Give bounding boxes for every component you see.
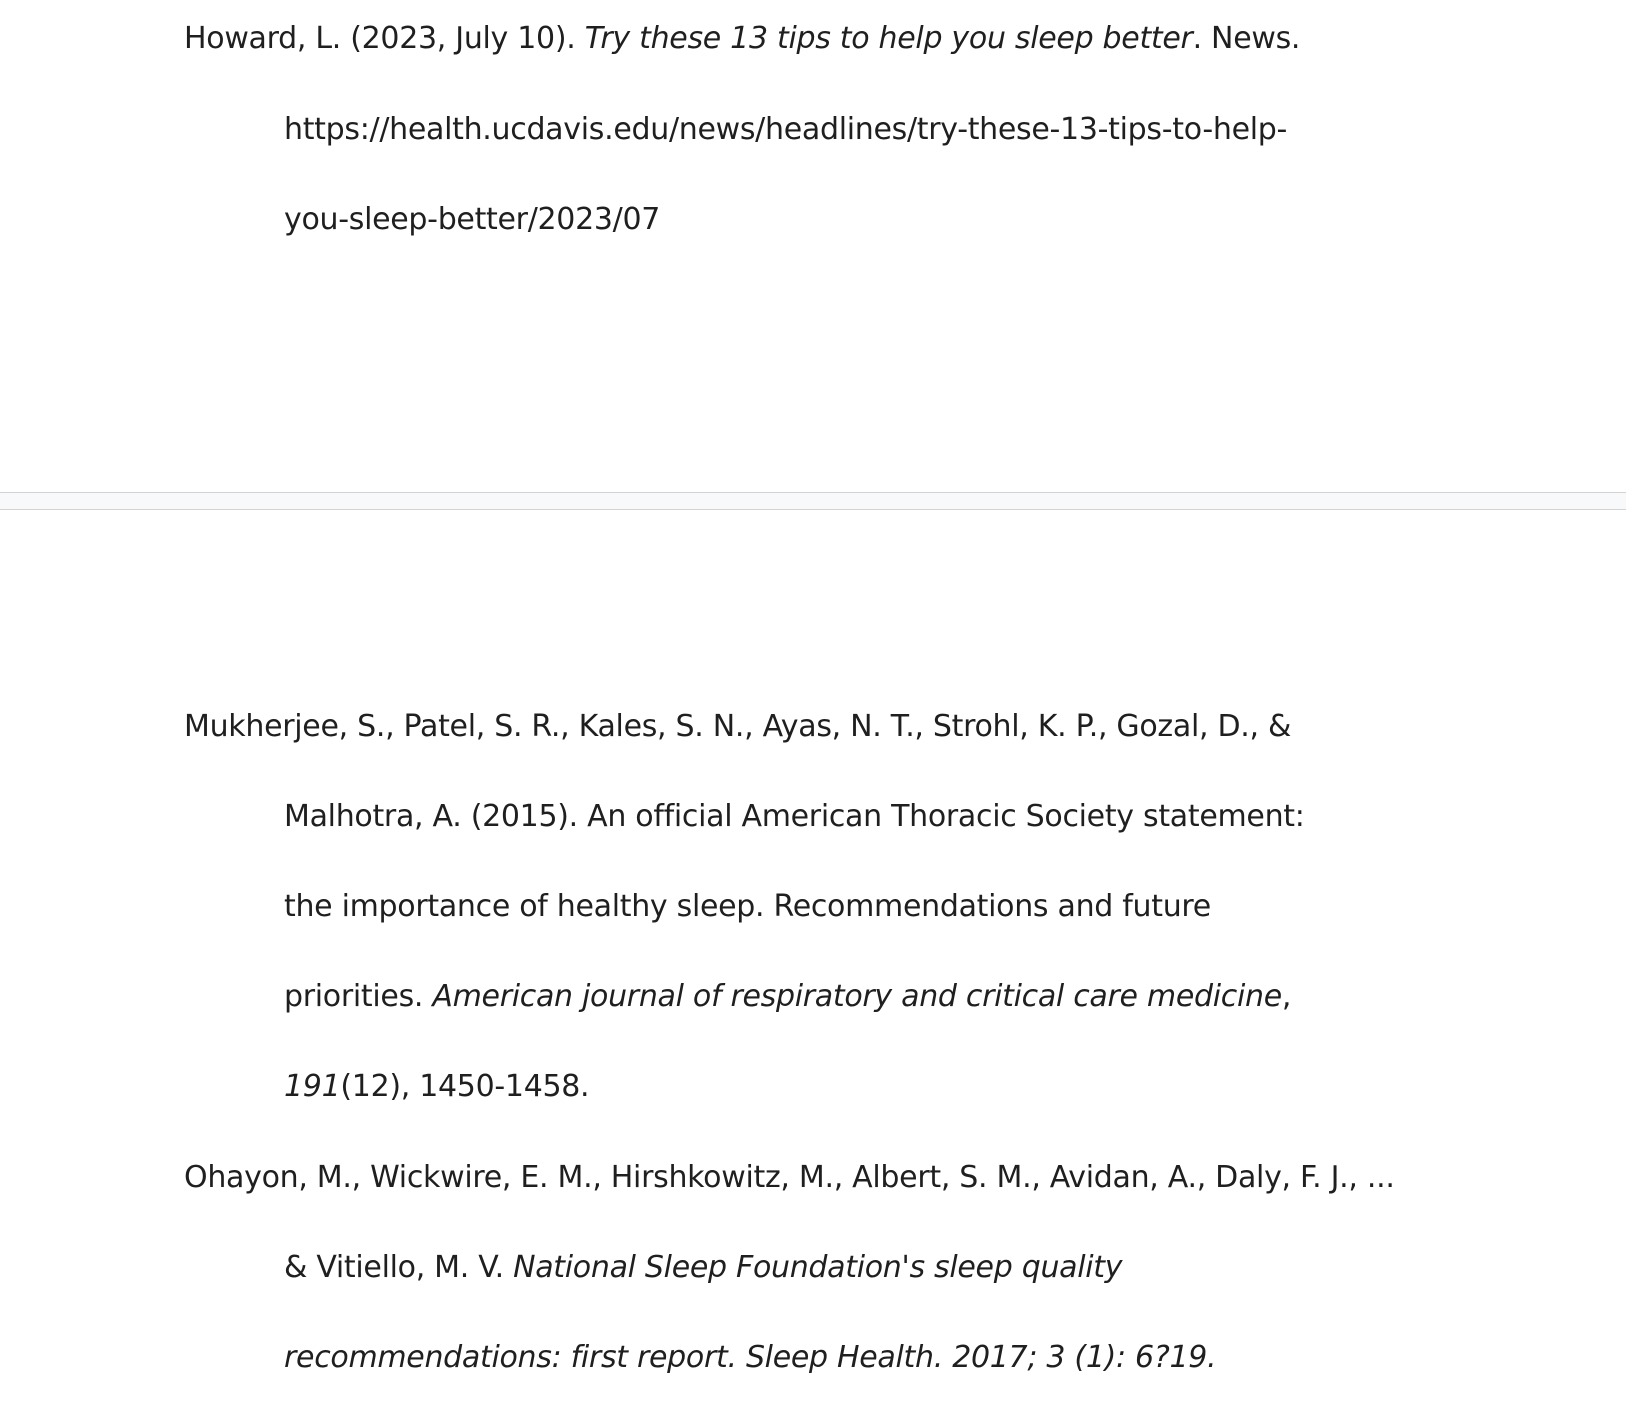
reference-line xyxy=(284,1248,1122,1288)
reference-line xyxy=(284,797,1305,837)
reference-url[interactable]: https://health.ucdavis.edu/news/headlines/try-these-13-tips-to-help- xyxy=(284,112,1288,147)
reference-line xyxy=(284,110,1287,150)
reference-line xyxy=(284,887,1211,927)
reference-line xyxy=(284,977,1291,1017)
reference-line xyxy=(284,1067,589,1107)
reference-text: Malhotra, A. (2015). An official American Thoracic Society statement: xyxy=(284,799,1305,834)
reference-text: . News. xyxy=(1192,21,1301,56)
reference-volume: 191 xyxy=(284,1069,341,1104)
reference-text: the importance of healthy sleep. Recommendations and future xyxy=(284,889,1211,924)
reference-text: & Vitiello, M. V. xyxy=(284,1250,514,1285)
reference-journal: American journal of respiratory and critical care medicine xyxy=(432,979,1282,1014)
document-page-1[interactable] xyxy=(0,0,1626,492)
reference-line xyxy=(284,1338,1216,1378)
reference-line xyxy=(284,200,660,240)
page-break xyxy=(0,492,1626,510)
reference-text: Mukherjee, S., Patel, S. R., Kales, S. N., Ayas, N. T., Strohl, K. P., Gozal, D., & xyxy=(184,709,1292,744)
reference-line xyxy=(184,1158,1395,1198)
reference-title: recommendations: first report. Sleep Health. 2017; 3 (1): 6?19. xyxy=(284,1340,1217,1375)
reference-title: National Sleep Foundation's sleep quality xyxy=(513,1250,1123,1285)
reference-text: priorities. xyxy=(284,979,433,1014)
reference-title: Try these 13 tips to help you sleep better xyxy=(584,21,1193,56)
reference-line xyxy=(184,19,1300,59)
reference-text: (12), 1450-1458. xyxy=(340,1069,590,1104)
reference-text: , xyxy=(1281,979,1292,1014)
reference-url[interactable]: you-sleep-better/2023/07 xyxy=(284,202,661,237)
reference-text: Howard, L. (2023, July 10). xyxy=(184,21,585,56)
document-page-2[interactable] xyxy=(0,510,1626,1414)
reference-line xyxy=(184,707,1291,747)
reference-text: Ohayon, M., Wickwire, E. M., Hirshkowitz, M., Albert, S. M., Avidan, A., Daly, F. J., ... xyxy=(184,1160,1395,1195)
